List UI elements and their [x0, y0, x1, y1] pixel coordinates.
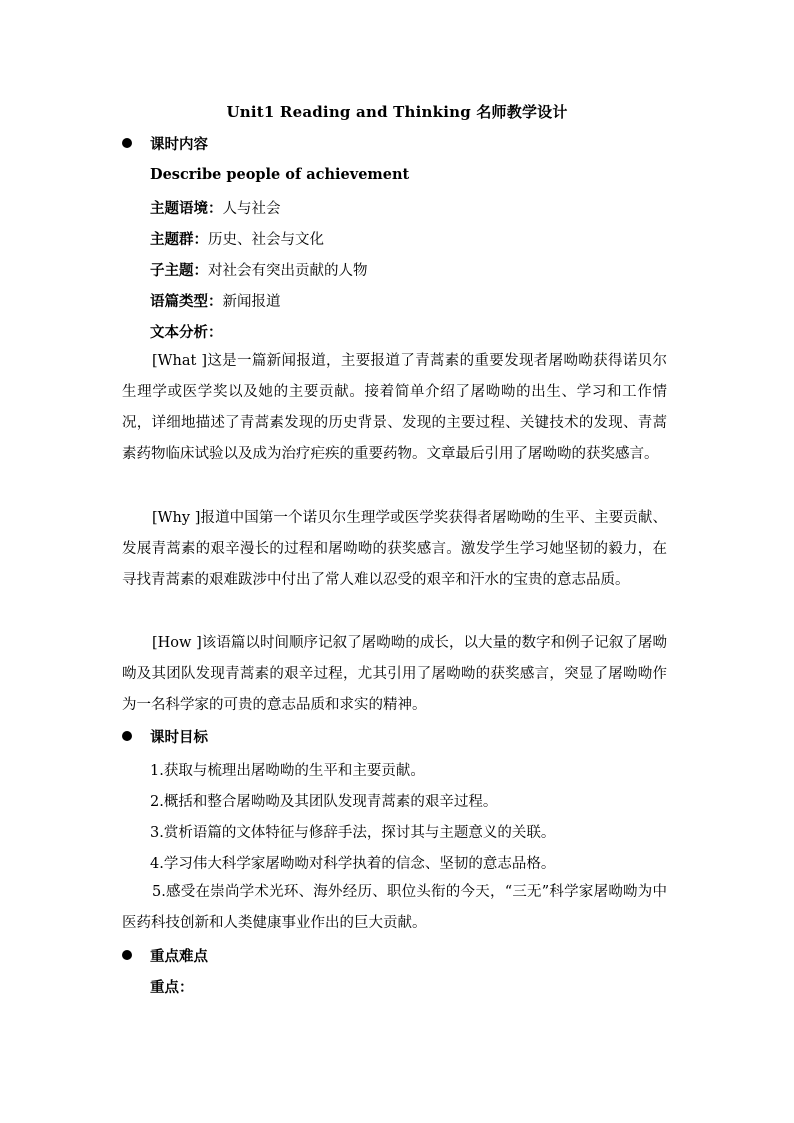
key-label: 重点： — [150, 979, 194, 996]
section-heading-goals: 课时目标 — [150, 729, 208, 746]
theme-row — [150, 197, 684, 218]
analysis-label: 文本分析： — [150, 324, 223, 341]
group-value: 历史、社会与文化 — [208, 232, 324, 248]
genre-value: 新闻报道 — [222, 294, 281, 310]
genre-label: 语篇类型： — [150, 293, 223, 310]
goal-item: 1.获取与梳理出屠呦呦的生平和主要贡献。 — [150, 763, 425, 779]
genre-row — [150, 290, 684, 311]
goal-item: 4.学习伟大科学家屠呦呦对科学执着的信念、坚韧的意志品格。 — [150, 856, 556, 872]
section-heading-keypoints: 重点难点 — [150, 948, 208, 965]
how-paragraph: [How ]该语篇以时间顺序记叙了屠呦呦的成长，以大量的数字和例子记叙了屠呦呦及其团队发现青蒿素的艰辛过程，尤其引用了屠呦呦的获奖感言，突显了屠呦呦作为一名科学家的可贵的意志品质和求实的精神。 — [122, 635, 667, 713]
section-heading-content: 课时内容 — [150, 136, 208, 153]
theme-label: 主题语境： — [150, 200, 223, 217]
bullet-icon — [122, 731, 132, 741]
group-label: 主题群： — [150, 231, 208, 248]
subtheme-row — [150, 259, 684, 280]
bullet-icon — [122, 950, 132, 960]
topic-english: Describe people of achievement — [150, 166, 410, 183]
goal-item-5: 5.感受在崇尚学术光环、海外经历、职位头衔的今天，“三无”科学家屠呦呦为中医药科技创新和人类健康事业作出的巨大贡献。 — [122, 884, 667, 931]
goal-item: 3.赏析语篇的文体特征与修辞手法，探讨其与主题意义的关联。 — [150, 825, 556, 841]
theme-value: 人与社会 — [222, 201, 281, 217]
subtheme-label: 子主题： — [150, 262, 208, 279]
document-title: Unit1 Reading and Thinking 名师教学设计 — [226, 103, 568, 121]
bullet-icon — [122, 138, 132, 148]
group-row — [150, 228, 684, 249]
subtheme-value: 对社会有突出贡献的人物 — [208, 263, 368, 279]
what-paragraph: [What ]这是一篇新闻报道，主要报道了青蒿素的重要发现者屠呦呦获得诺贝尔生理学或医学奖以及她的主要贡献。接着简单介绍了屠呦呦的出生、学习和工作情况，详细地描述了青蒿素发现的历史背景、发现的主要过程、关键技术的发现、青蒿素药物临床试验以及成为治疗疟疾的重要药物。文章最后引用了屠呦呦的获奖感言。 — [122, 353, 667, 462]
why-paragraph: [Why ]报道中国第一个诺贝尔生理学或医学奖获得者屠呦呦的生平、主要贡献、发展青蒿素的艰辛漫长的过程和屠呦呦的获奖感言。激发学生学习她坚韧的毅力，在寻找青蒿素的艰难跋涉中付出了常人难以忍受的艰辛和汗水的宝贵的意志品质。 — [122, 510, 667, 588]
goal-item: 2.概括和整合屠呦呦及其团队发现青蒿素的艰辛过程。 — [150, 794, 498, 810]
